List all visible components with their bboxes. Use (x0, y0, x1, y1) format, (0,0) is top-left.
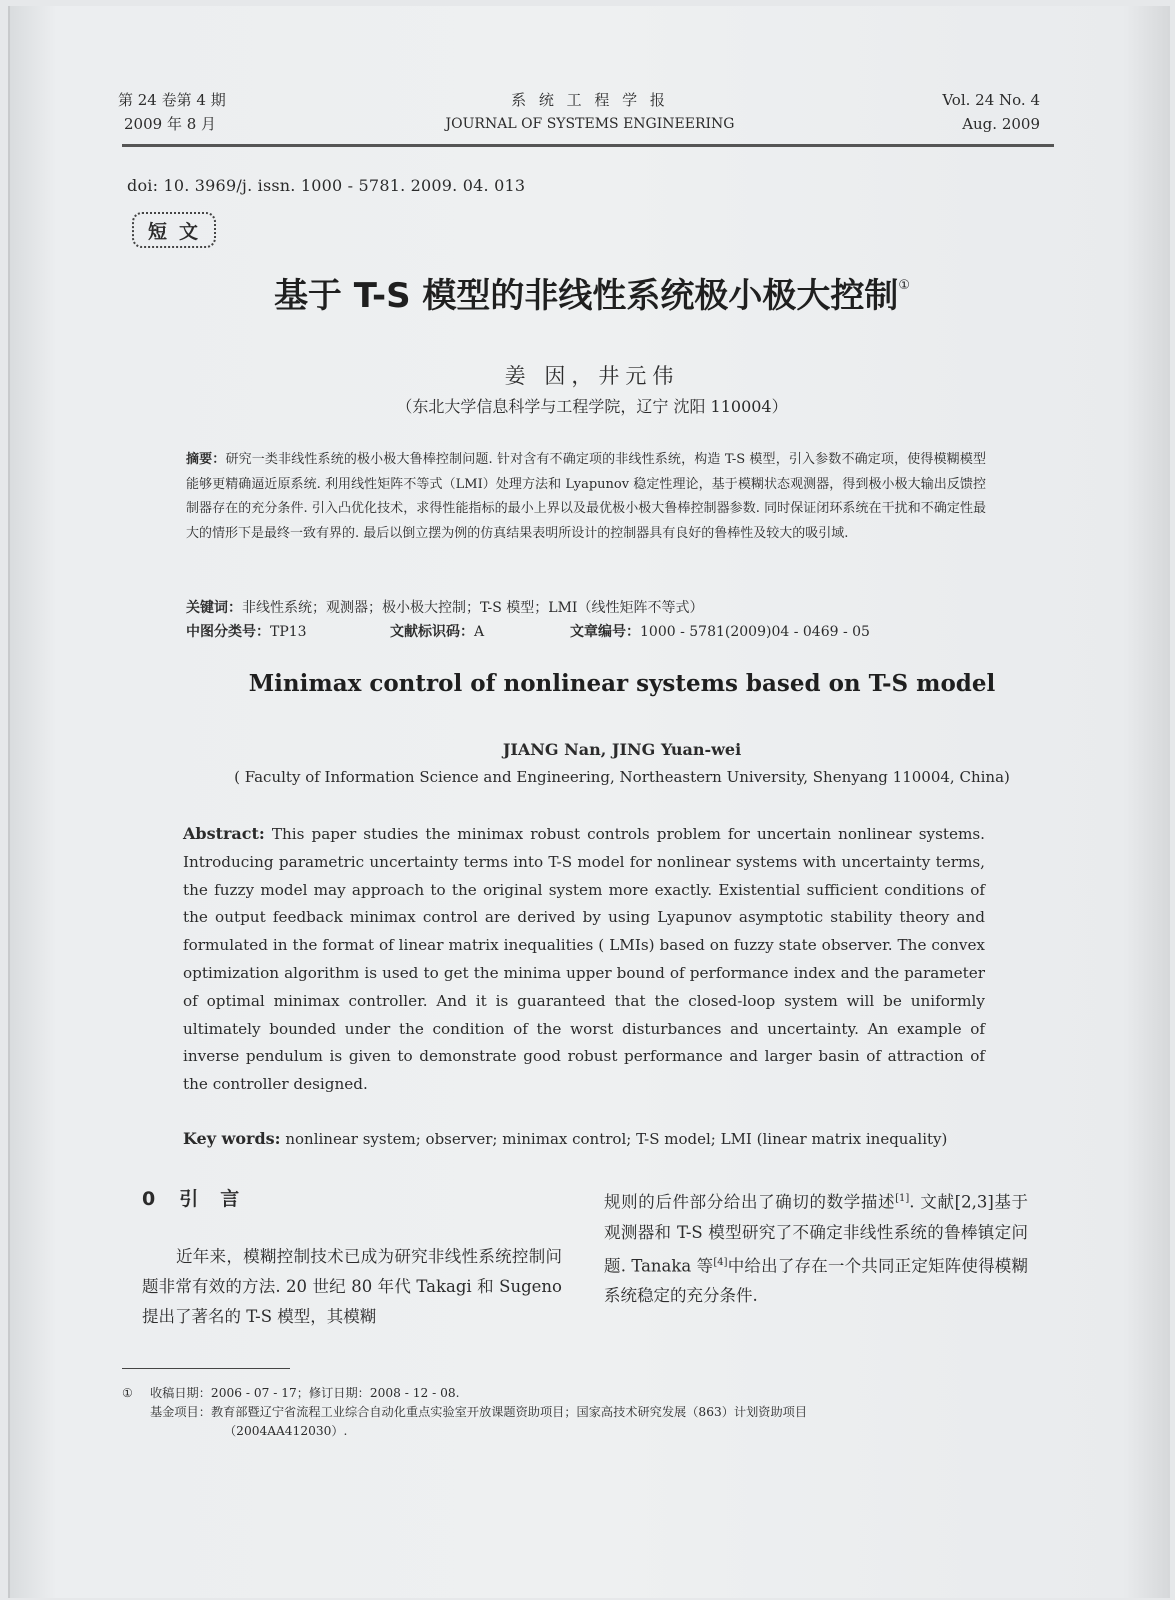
article-no-label: 文章编号： (570, 624, 640, 640)
section-heading (142, 1184, 261, 1211)
article-no-value: 1000 - 5781(2009)04 - 0469 - 05 (640, 624, 870, 640)
citation-1: [1] (895, 1193, 910, 1204)
keywords-cn-label: 关键词： (186, 600, 242, 616)
keywords-cn-text: 非线性系统；观测器；极小极大控制；T-S 模型；LMI（线性矩阵不等式） (242, 600, 704, 616)
keywords-en-label: Key words: (183, 1129, 281, 1148)
footnote-fund (122, 1403, 1062, 1422)
body-right-part2: . 文献[2,3]基于观测器和 T-S 模型研究了不确定非线性系统的鲁棒镇定问题. Tanaka 等 (604, 1192, 1029, 1275)
body-right-part1: 规则的后件部分给出了确切的数学描述 (604, 1192, 896, 1212)
footnote-rule (122, 1368, 290, 1369)
clc-label: 中图分类号： (186, 624, 270, 640)
abstract-en-label: Abstract: (183, 824, 265, 843)
header-journal (370, 88, 810, 136)
title-en: Minimax control of nonlinear systems based on T-S model (248, 670, 996, 697)
header-rule (122, 144, 1054, 147)
authors-cn: 姜 因，井元伟 (504, 364, 680, 388)
section-number: 0 (142, 1188, 158, 1210)
keywords-en-text: nonlinear system; observer; minimax control; T-S model; LMI (linear matrix inequality) (280, 1130, 948, 1148)
header-volume-en (910, 88, 1040, 136)
clc-value: TP13 (270, 624, 307, 640)
doi: doi: 10. 3969/j. issn. 1000 - 5781. 2009. 04. 013 (127, 176, 526, 195)
header-volume-cn: 第 24 卷第 4 期 (118, 91, 226, 109)
header-date-en: Aug. 2009 (962, 115, 1040, 133)
article-type-badge: 短文 (132, 212, 216, 248)
keywords-en (183, 1126, 1003, 1152)
affiliation-en: ( Faculty of Information Science and Engineering, Northeastern University, Shenyang 110004, China) (234, 768, 1010, 786)
footnote (122, 1384, 1062, 1441)
body-column-left: 近年来，模糊控制技术已成为研究非线性系统控制问题非常有效的方法. 20 世纪 80 年代 Takagi 和 Sugeno 提出了著名的 T-S 模型，其模糊 (142, 1247, 562, 1326)
footnote-fund-text: 教育部暨辽宁省流程工业综合自动化重点实验室开放课题资助项目；国家高技术研究发展（863）计划资助项目 (210, 1405, 808, 1419)
body-right-part3: 中给出了存在一个共同正定矩阵使得模糊系统稳定的充分条件. (604, 1256, 1028, 1305)
footnote-received (122, 1384, 1062, 1403)
abstract-en (183, 820, 985, 1099)
abstract-cn-text: 研究一类非线性系统的极小极大鲁棒控制问题. 针对含有不确定项的非线性系统，构造 T-S 模型，引入参数不确定项，使得模糊模型能够更精确逼近原系统. 利用线性矩阵不等式（LMI）处理方法和 Lyapunov 稳定性理论，基于模糊状态观测器，得到极小极大输出反馈控制器存在的充分条件. 引入凸优化技术，求得性能指标的最小上界以及最优极小极大鲁棒控制器参数. 同时保证闭环系统在干扰和不确定性最大的情形下是最终一致有界的. 最后以倒立摆为例的仿真结果表明所设计的控制器具有良好的鲁棒性及较大的吸引域. (186, 452, 986, 541)
footnote-received-text: 收稿日期：2006 - 07 - 17；修订日期：2008 - 12 - 08. (150, 1386, 460, 1400)
title-cn (122, 268, 1062, 317)
doc-code-value: A (474, 624, 485, 640)
authors-en: JIANG Nan, JING Yuan-wei (502, 740, 742, 759)
section-title: 引言 (179, 1188, 262, 1210)
abstract-cn-label: 摘要： (186, 452, 226, 467)
journal-name-en: JOURNAL OF SYSTEMS ENGINEERING (445, 116, 735, 132)
body-column-right (604, 1184, 1028, 1311)
footnote-fund-label: 基金项目： (150, 1405, 211, 1419)
header-volume-en-line: Vol. 24 No. 4 (942, 91, 1040, 109)
journal-name-cn: 系 统 工 程 学 报 (511, 91, 669, 109)
abstract-en-text: This paper studies the minimax robust controls problem for uncertain nonlinear systems. Introducing parametric uncertainty terms into T-S model for nonlinear systems with uncertainty terms, the fuzzy model may approach to the original system more exactly. Existential sufficient conditions of the output feedback minimax control are derived by using Lyapunov asymptotic stability theory and formulated in the format of linear matrix inequalities ( LMIs) based on fuzzy state observer. The convex optimization algorithm is used to get the minima upper bound of performance index and the parameter of optimal minimax controller. And it is guaranteed that the closed-loop system will be uniformly ultimately bounded under the condition of the worst disturbances and uncertainty. An example of inverse pendulum is given to demonstrate good robust performance and larger basin of attraction of the controller designed. (183, 825, 985, 1094)
clc-code (186, 620, 307, 644)
title-cn-text: 基于 T-S 模型的非线性系统极小极大控制 (273, 276, 899, 316)
keywords-cn (186, 596, 1006, 620)
article-number (570, 620, 870, 644)
abstract-cn (186, 448, 986, 546)
document-code (390, 620, 484, 644)
citation-4: [4] (713, 1256, 728, 1268)
footnote-mark: ① (122, 1386, 133, 1400)
journal-page (8, 6, 1170, 1598)
affiliation-cn: （东北大学信息科学与工程学院，辽宁 沈阳 110004） (396, 397, 788, 416)
title-footnote-mark: ① (898, 278, 911, 293)
header-date-cn: 2009 年 8 月 (124, 115, 217, 133)
header-issue (118, 88, 226, 136)
footnote-fund-cont: （2004AA412030）. (224, 1424, 348, 1438)
doc-code-label: 文献标识码： (390, 624, 474, 640)
